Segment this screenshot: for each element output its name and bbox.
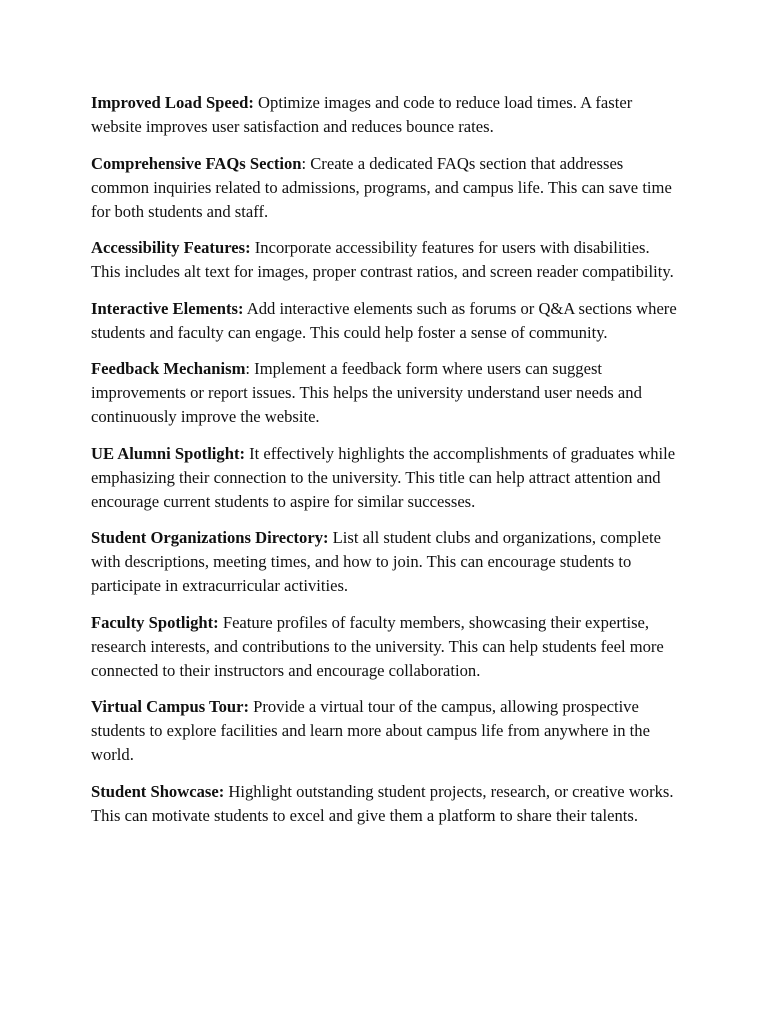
paragraph-accessibility-features bbox=[91, 236, 681, 284]
paragraph-heading: Student Showcase: bbox=[91, 781, 225, 801]
paragraph-body: Add interactive elements such as forums or Q&A sections where students and faculty can engage. This could help foster a sense of community. bbox=[91, 298, 677, 342]
paragraph-body: Provide a virtual tour of the campus, allowing prospective students to explore facilities and learn more about campus life from anywhere in the world. bbox=[91, 697, 650, 764]
paragraph-body: List all student clubs and organizations, complete with descriptions, meeting times, and how to join. This can encourage students to participate in extracurricular activities. bbox=[91, 528, 661, 595]
paragraph-improved-load-speed bbox=[91, 91, 681, 139]
paragraph-virtual-campus-tour bbox=[91, 695, 681, 767]
paragraph-body: Highlight outstanding student projects, research, or creative works. This can motivate students to excel and give them a platform to share their talents. bbox=[91, 781, 674, 825]
paragraph-heading: Accessibility Features: bbox=[91, 238, 251, 257]
paragraph-faqs-section bbox=[91, 152, 681, 224]
paragraph-body: : Create a dedicated FAQs section that addresses common inquiries related to admissions, programs, and campus life. This can save time for both students and staff. bbox=[91, 153, 672, 221]
paragraph-body: It effectively highlights the accomplishments of graduates while emphasizing their connection to the university. This title can help attract attention and encourage current students to aspire for similar successes. bbox=[91, 443, 676, 511]
paragraph-interactive-elements bbox=[91, 297, 681, 345]
paragraph-heading: UE Alumni Spotlight: bbox=[91, 443, 245, 463]
paragraph-faculty-spotlight bbox=[91, 611, 681, 683]
paragraph-feedback-mechanism bbox=[91, 357, 681, 429]
paragraph-heading: Comprehensive FAQs Section bbox=[91, 153, 302, 173]
paragraph-heading: Improved Load Speed: bbox=[91, 93, 254, 112]
paragraph-heading: Feedback Mechanism bbox=[91, 359, 246, 378]
paragraph-heading: Virtual Campus Tour: bbox=[91, 697, 249, 716]
paragraph-body: Optimize images and code to reduce load times. A faster website improves user satisfaction and reduces bounce rates. bbox=[91, 93, 633, 136]
paragraph-body: Feature profiles of faculty members, showcasing their expertise, research interests, and contributions to the university. This can help students feel more connected to their instructors and encourage collaboration. bbox=[91, 612, 664, 680]
paragraph-body: : Implement a feedback form where users can suggest improvements or report issues. This helps the university understand user needs and continuously improve the website. bbox=[91, 359, 642, 426]
paragraph-heading: Faculty Spotlight: bbox=[91, 612, 219, 632]
paragraph-student-organizations bbox=[91, 526, 681, 598]
paragraph-heading: Student Organizations Directory: bbox=[91, 528, 329, 547]
paragraph-heading: Interactive Elements: bbox=[91, 298, 244, 318]
paragraph-student-showcase bbox=[91, 780, 681, 828]
document-page bbox=[91, 91, 681, 840]
paragraph-alumni-spotlight bbox=[91, 442, 681, 514]
paragraph-body: Incorporate accessibility features for users with disabilities. This includes alt text for images, proper contrast ratios, and screen reader compatibility. bbox=[91, 238, 674, 281]
